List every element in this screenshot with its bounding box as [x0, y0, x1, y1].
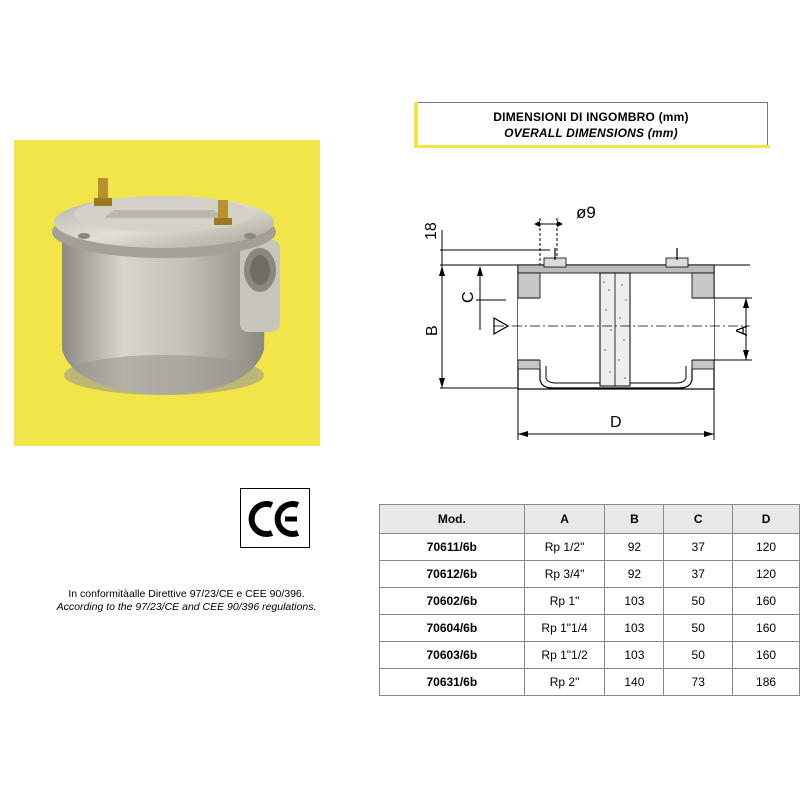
cell-d: 160 [733, 615, 800, 642]
diameter-label: ø9 [576, 203, 596, 222]
cell-c: 73 [664, 669, 733, 696]
cell-c: 50 [664, 588, 733, 615]
cell-mod: 70604/6b [380, 615, 525, 642]
dim-c-label: C [460, 291, 477, 303]
dimensions-table [379, 504, 800, 696]
cell-b: 140 [605, 669, 664, 696]
cell-d: 160 [733, 642, 800, 669]
cell-a: Rp 1" [524, 588, 605, 615]
header-mod: Mod. [380, 505, 525, 534]
table-header-row [380, 505, 800, 534]
cell-a: Rp 1/2" [524, 534, 605, 561]
cell-b: 92 [605, 561, 664, 588]
cell-b: 103 [605, 588, 664, 615]
dim-18-label: 18 [423, 222, 440, 240]
cell-a: Rp 3/4" [524, 561, 605, 588]
cell-a: Rp 2" [524, 669, 605, 696]
dim-b-label: B [424, 325, 441, 336]
cell-a: Rp 1"1/2 [524, 642, 605, 669]
product-photo [14, 140, 320, 446]
header-a: A [524, 505, 605, 534]
dim-a-label: A [734, 325, 751, 336]
conformity-italian: In conformitàalle Direttive 97/23/CE e CEE 90/396. [68, 588, 305, 600]
table-row [380, 642, 800, 669]
cell-c: 50 [664, 642, 733, 669]
header-b: B [605, 505, 664, 534]
title-accent-bottom [414, 145, 770, 148]
table-row [380, 561, 800, 588]
table-row [380, 588, 800, 615]
cell-mod: 70602/6b [380, 588, 525, 615]
cell-a: Rp 1"1/4 [524, 615, 605, 642]
cell-mod: 70631/6b [380, 669, 525, 696]
cell-c: 37 [664, 534, 733, 561]
dimensions-title-box [414, 102, 768, 146]
cell-d: 160 [733, 588, 800, 615]
cell-d: 186 [733, 669, 800, 696]
cell-b: 92 [605, 534, 664, 561]
cell-c: 50 [664, 615, 733, 642]
conformity-statement [14, 588, 359, 614]
table-row [380, 669, 800, 696]
table-row [380, 534, 800, 561]
cell-mod: 70612/6b [380, 561, 525, 588]
cell-b: 103 [605, 642, 664, 669]
cell-d: 120 [733, 534, 800, 561]
ce-mark [240, 488, 310, 548]
header-d: D [733, 505, 800, 534]
title-italian: DIMENSIONI DI INGOMBRO (mm) [493, 110, 689, 124]
header-c: C [664, 505, 733, 534]
dim-d-label: D [610, 414, 622, 431]
conformity-english: According to the 97/23/CE and CEE 90/396 regulations. [56, 601, 317, 613]
title-english: OVERALL DIMENSIONS (mm) [504, 126, 678, 140]
table-row [380, 615, 800, 642]
cell-d: 120 [733, 561, 800, 588]
cell-mod: 70603/6b [380, 642, 525, 669]
cell-mod: 70611/6b [380, 534, 525, 561]
technical-drawing [410, 190, 790, 450]
cell-b: 103 [605, 615, 664, 642]
cell-c: 37 [664, 561, 733, 588]
gas-filter-image [14, 140, 320, 446]
